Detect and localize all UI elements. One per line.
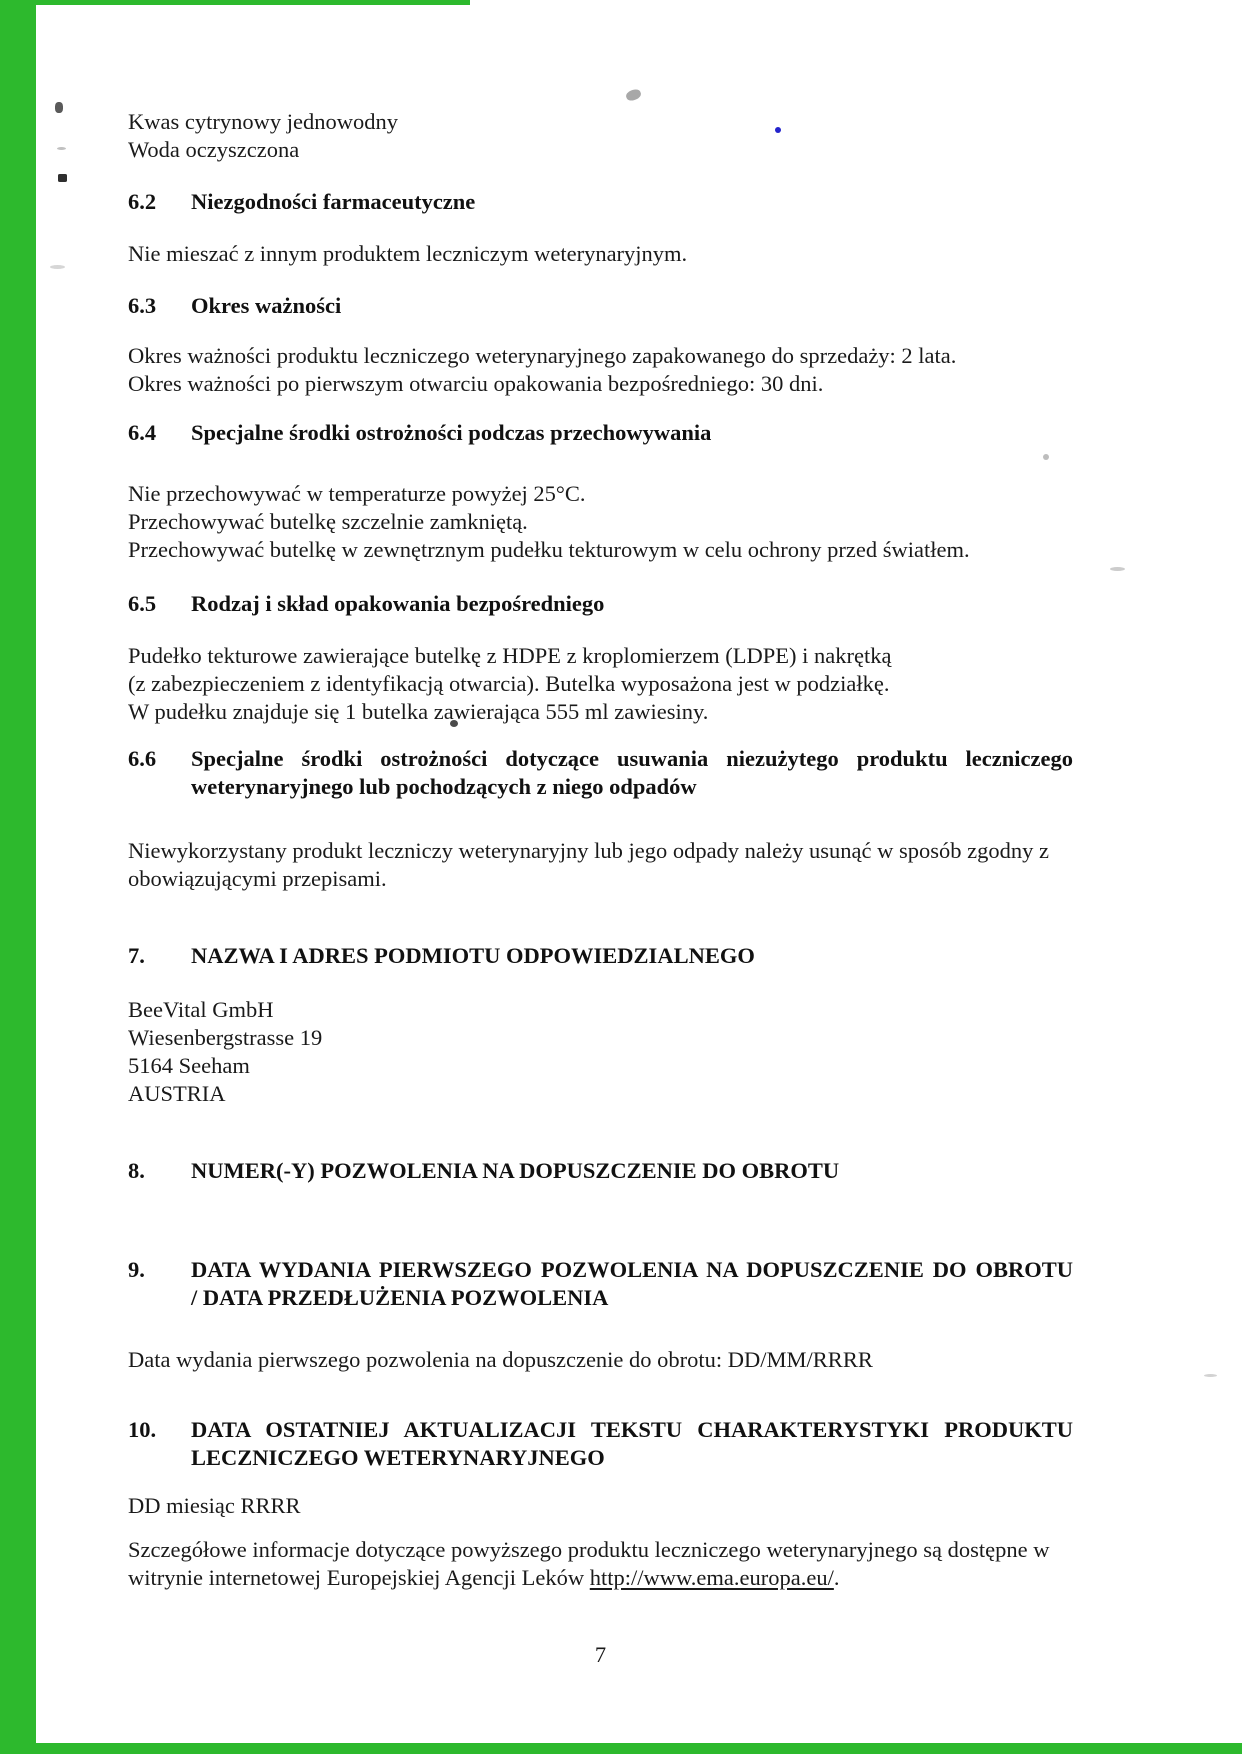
body-line: DD miesiąc RRRR: [128, 1493, 301, 1518]
section-6-3-heading: [128, 292, 1073, 320]
body-line: Przechowywać butelkę w zewnętrznym pudełku tekturowym w celu ochrony przed światłem.: [128, 537, 970, 562]
section-6-2-body: [128, 240, 1073, 268]
body-line: Nie mieszać z innym produktem leczniczym weterynaryjnym.: [128, 241, 688, 266]
section-10-heading: [128, 1416, 1073, 1472]
section-title: [191, 1416, 1073, 1472]
section-title-line: weterynaryjnego lub pochodzących z niego odpadów: [191, 774, 697, 799]
section-title: Specjalne środki ostrożności podczas przechowywania: [191, 420, 712, 445]
section-number: 6.6: [128, 746, 157, 771]
scan-artifact: [57, 147, 66, 150]
body-line: Data wydania pierwszego pozwolenia na dopuszczenie do obrotu: DD/MM/RRRR: [128, 1347, 873, 1372]
section-6-5-body: [128, 642, 1073, 726]
section-6-4-body: [128, 480, 1073, 564]
section-6-3-body: [128, 342, 1073, 398]
section-number: 10.: [128, 1417, 157, 1442]
section-9-body: [128, 1346, 1073, 1374]
section-7-heading: [128, 942, 1073, 970]
ema-website-link[interactable]: http://www.ema.europa.eu/: [589, 1565, 834, 1590]
body-line: Niewykorzystany produkt leczniczy weterynaryjny lub jego odpady należy usunąć w sposób zgodny z: [128, 838, 1049, 863]
section-number: 6.4: [128, 420, 157, 445]
section-number: 8.: [128, 1158, 145, 1183]
section-6-6-heading: [128, 745, 1073, 801]
body-line: (z zabezpieczeniem z identyfikacją otwarcia). Butelka wyposażona jest w podziałkę.: [128, 671, 890, 696]
address-line: 5164 Seeham: [128, 1053, 250, 1078]
marketing-authorisation-holder-address: [128, 996, 1073, 1108]
section-title-line: DATA OSTATNIEJ AKTUALIZACJI TEKSTU CHARAKTERYSTYKI PRODUKTU: [191, 1417, 1073, 1442]
address-line: BeeVital GmbH: [128, 997, 274, 1022]
section-number: 6.5: [128, 591, 157, 616]
scan-artifact: [58, 174, 67, 182]
body-line: Nie przechowywać w temperaturze powyżej 25°C.: [128, 481, 586, 506]
section-6-6-body: [128, 837, 1073, 893]
body-line: Okres ważności po pierwszym otwarciu opakowania bezpośredniego: 30 dni.: [128, 371, 824, 396]
section-title: NUMER(-Y) POZWOLENIA NA DOPUSZCZENIE DO OBROTU: [191, 1158, 840, 1183]
scan-border-bottom: [0, 1743, 1242, 1754]
section-8-heading: [128, 1157, 1073, 1185]
section-title: [191, 1256, 1073, 1312]
body-line: W pudełku znajduje się 1 butelka zawierająca 555 ml zawiesiny.: [128, 699, 709, 724]
closing-paragraph: [128, 1536, 1073, 1592]
scan-artifact: [625, 88, 643, 103]
scan-border-left: [0, 0, 36, 1754]
section-6-5-heading: [128, 590, 1073, 618]
section-number: 6.2: [128, 189, 157, 214]
scan-artifact: [1110, 567, 1125, 571]
body-line: [128, 1564, 1073, 1592]
body-line: Okres ważności produktu leczniczego weterynaryjnego zapakowanego do sprzedaży: 2 lata.: [128, 343, 957, 368]
section-title-line: / DATA PRZEDŁUŻENIA POZWOLENIA: [191, 1285, 609, 1310]
body-line: Pudełko tekturowe zawierające butelkę z HDPE z kroplomierzem (LDPE) i nakrętką: [128, 643, 892, 668]
section-number: 7.: [128, 943, 145, 968]
scan-artifact: [50, 265, 65, 269]
section-9-heading: [128, 1256, 1073, 1312]
address-line: AUSTRIA: [128, 1081, 226, 1106]
address-line: Wiesenbergstrasse 19: [128, 1025, 323, 1050]
body-line: Szczegółowe informacje dotyczące powyższego produktu leczniczego weterynaryjnego są dostępne w: [128, 1537, 1050, 1562]
section-title-line: DATA WYDANIA PIERWSZEGO POZWOLENIA NA DOPUSZCZENIE DO OBROTU: [191, 1257, 1073, 1282]
section-number: 9.: [128, 1257, 145, 1282]
scan-artifact: [55, 102, 63, 113]
section-title-line: Specjalne środki ostrożności dotyczące usuwania niezużytego produktu leczniczego: [191, 746, 1073, 771]
body-text: witrynie internetowej Europejskiej Agencji Leków: [128, 1565, 590, 1590]
section-title-line: LECZNICZEGO WETERYNARYJNEGO: [191, 1445, 605, 1470]
section-title: [191, 745, 1073, 801]
section-6-4-heading: [128, 419, 1073, 447]
excipient-line: Kwas cytrynowy jednowodny: [128, 109, 398, 134]
section-6-2-heading: [128, 188, 1073, 216]
body-text: .: [833, 1565, 840, 1590]
scan-border-top: [0, 0, 470, 5]
page-number: 7: [594, 1642, 607, 1667]
document-content: [128, 108, 1073, 1592]
excipients-list: [128, 108, 1073, 164]
body-line: Przechowywać butelkę szczelnie zamkniętą.: [128, 509, 528, 534]
scan-artifact: [1204, 1374, 1217, 1377]
section-title: NAZWA I ADRES PODMIOTU ODPOWIEDZIALNEGO: [191, 943, 755, 968]
section-title: Niezgodności farmaceutyczne: [191, 189, 476, 214]
section-title: Okres ważności: [191, 293, 342, 318]
body-line: obowiązującymi przepisami.: [128, 866, 387, 891]
section-10-body: [128, 1492, 1073, 1520]
section-title: Rodzaj i skład opakowania bezpośredniego: [191, 591, 605, 616]
section-number: 6.3: [128, 293, 157, 318]
excipient-line: Woda oczyszczona: [128, 137, 300, 162]
